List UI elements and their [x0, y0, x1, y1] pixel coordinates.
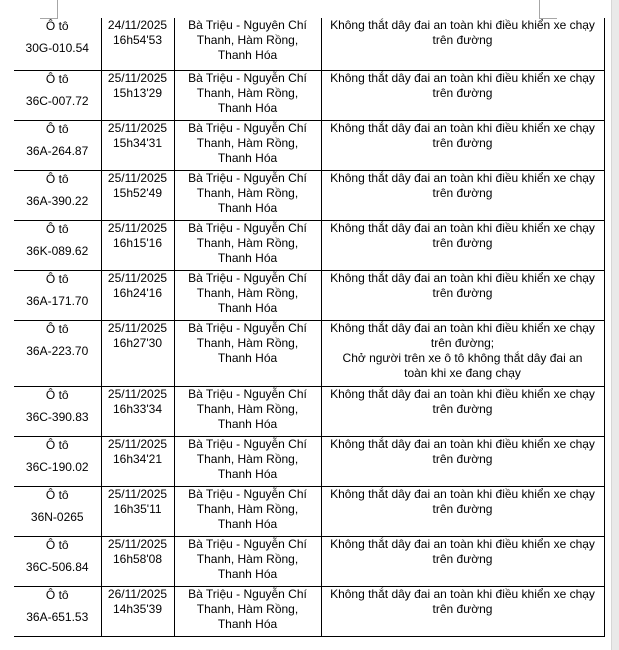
vehicle-type: Ô tô [45, 19, 69, 33]
location-line: Bà Triệu - Nguyễn Chí [188, 220, 307, 235]
vehicle-cell [14, 536, 101, 586]
violation-cell [321, 486, 604, 536]
violation-line: trên đường [432, 601, 493, 616]
location-line: Thanh, Hàm Rồng, [196, 451, 299, 466]
violation-time: 15h34'31 [112, 135, 162, 150]
vehicle-type: Ô tô [45, 271, 69, 286]
location-line: Bà Triệu - Nguyên Chí [188, 18, 307, 32]
violation-cell [321, 386, 604, 436]
vehicle-type: Ô tô [45, 487, 69, 502]
location-line: Bà Triệu - Nguyễn Chí [188, 70, 307, 85]
vehicle-type: Ô tô [45, 387, 69, 402]
table-row [14, 170, 604, 220]
datetime-cell [101, 70, 174, 120]
violation-cell [321, 270, 604, 320]
violation-date: 25/11/2025 [107, 386, 168, 401]
datetime-cell [101, 536, 174, 586]
datetime-cell [101, 170, 174, 220]
location-line: Thanh Hóa [217, 616, 278, 631]
table-row [14, 536, 604, 586]
location-line: Bà Triệu - Nguyễn Chí [188, 436, 307, 451]
violation-time: 16h54'53 [112, 33, 162, 47]
datetime-cell [101, 386, 174, 436]
datetime-cell [101, 18, 174, 70]
violation-line: Chở người trên xe ô tô không thắt dây đai an [342, 350, 583, 365]
vehicle-cell [14, 120, 101, 170]
violation-line: toàn khi xe đang chạy [404, 365, 521, 380]
vehicle-cell [14, 320, 101, 386]
location-line: Bà Triệu - Nguyễn Chí [188, 120, 307, 135]
violation-line: trên đường [432, 85, 493, 100]
violation-cell [321, 586, 604, 636]
violation-time: 16h27'30 [112, 335, 162, 350]
location-line: Thanh, Hàm Rồng, [196, 551, 299, 566]
vehicle-type: Ô tô [45, 437, 69, 452]
violation-time: 14h35'39 [112, 601, 162, 616]
datetime-cell [101, 436, 174, 486]
location-line: Bà Triệu - Nguyễn Chí [188, 320, 307, 335]
violation-line: Không thắt dây đai an toàn khi điều khiển xe chạy [330, 320, 595, 335]
location-cell [174, 320, 321, 386]
location-cell [174, 170, 321, 220]
violation-cell [321, 220, 604, 270]
violation-line: trên đường [432, 451, 493, 466]
violations-table-body [14, 18, 604, 636]
crop-mark-top-left-vertical [57, 0, 58, 18]
license-plate: 36A-223.70 [26, 343, 89, 358]
table-row [14, 270, 604, 320]
vehicle-cell [14, 70, 101, 120]
violation-line: Không thắt dây đai an toàn khi điều khiển xe chạy [330, 386, 595, 401]
scroll-gutter[interactable] [611, 0, 619, 650]
location-line: Thanh Hóa [217, 200, 278, 215]
violation-line: Không thắt dây đai an toàn khi điều khiển xe chạy [330, 70, 595, 85]
violation-date: 25/11/2025 [107, 120, 168, 135]
location-cell [174, 586, 321, 636]
violation-time: 16h15'16 [112, 235, 162, 250]
location-line: Bà Triệu - Nguyễn Chí [188, 586, 307, 601]
license-plate: 36A-264.87 [26, 143, 89, 158]
location-cell [174, 120, 321, 170]
violation-line: trên đường [432, 285, 493, 300]
location-cell [174, 70, 321, 120]
violation-cell [321, 536, 604, 586]
violation-date: 25/11/2025 [107, 320, 168, 335]
location-line: Bà Triệu - Nguyễn Chí [188, 386, 307, 401]
violation-line: Không thắt dây đai an toàn khi điều khiển xe chạy [330, 220, 595, 235]
vehicle-type: Ô tô [45, 537, 69, 552]
vehicle-cell [14, 170, 101, 220]
datetime-cell [101, 270, 174, 320]
violation-line: trên đường [432, 551, 493, 566]
datetime-cell [101, 486, 174, 536]
location-line: Bà Triệu - Nguyễn Chí [188, 486, 307, 501]
vehicle-cell [14, 436, 101, 486]
violation-line: Không thắt dây đai an toàn khi điều khiển xe chạy [330, 170, 595, 185]
license-plate: 36C-190.02 [25, 459, 89, 474]
location-line: Bà Triệu - Nguyễn Chí [188, 536, 307, 551]
violation-line: Không thắt dây đai an toàn khi điều khiển xe chạy [330, 586, 595, 601]
vehicle-type: Ô tô [45, 71, 69, 86]
location-line: Thanh, Hàm Rồng, [196, 601, 299, 616]
violation-cell [321, 18, 604, 70]
location-line: Bà Triệu - Nguyễn Chí [188, 270, 307, 285]
violation-time: 16h24'16 [112, 285, 162, 300]
violation-line: Không thắt dây đai an toàn khi điều khiển xe chạy [330, 120, 595, 135]
vehicle-cell [14, 586, 101, 636]
license-plate: 36A-651.53 [26, 609, 89, 624]
location-line: Thanh, Hàm Rồng, [196, 135, 299, 150]
violation-cell [321, 70, 604, 120]
violation-cell [321, 170, 604, 220]
location-line: Thanh, Hàm Rồng, [196, 335, 299, 350]
violation-line: Không thắt dây đai an toàn khi điều khiển xe chạy [330, 536, 595, 551]
table-row [14, 320, 604, 386]
violation-line: trên đường [432, 185, 493, 200]
violation-time: 16h33'34 [112, 401, 162, 416]
location-line: Thanh, Hàm Rồng, [196, 85, 299, 100]
table-row [14, 18, 604, 70]
vehicle-cell [14, 220, 101, 270]
location-line: Thanh Hóa [217, 466, 278, 481]
location-line: Thanh Hóa [217, 566, 278, 581]
violation-time: 16h35'11 [113, 501, 162, 516]
location-line: Thanh Hóa [217, 48, 278, 62]
violation-time: 15h52'49 [112, 185, 162, 200]
datetime-cell [101, 120, 174, 170]
location-line: Thanh Hóa [217, 100, 278, 115]
violation-line: trên đường [432, 33, 493, 47]
vehicle-cell [14, 486, 101, 536]
table-row [14, 70, 604, 120]
violation-date: 25/11/2025 [107, 270, 168, 285]
location-cell [174, 220, 321, 270]
datetime-cell [101, 320, 174, 386]
violation-line: trên đường [432, 501, 493, 516]
vehicle-type: Ô tô [45, 171, 69, 186]
location-line: Bà Triệu - Nguyễn Chí [188, 170, 307, 185]
location-line: Thanh, Hàm Rồng, [196, 501, 299, 516]
violation-line: Không thắt dây đai an toàn khi điều khiển xe chạy [330, 270, 595, 285]
violation-cell [321, 120, 604, 170]
table-row [14, 220, 604, 270]
vehicle-cell [14, 270, 101, 320]
license-plate: 30G-010.54 [25, 41, 89, 55]
violation-date: 25/11/2025 [107, 536, 168, 551]
violation-line: Không thắt dây đai an toàn khi điều khiển xe chạy [330, 436, 595, 451]
location-line: Thanh, Hàm Rồng, [196, 33, 299, 47]
violation-line: Không thắt dây đai an toàn khi điều khiển xe chạy [330, 486, 595, 501]
violation-cell [321, 436, 604, 486]
violations-table [14, 18, 605, 637]
vehicle-cell [14, 386, 101, 436]
location-line: Thanh Hóa [217, 416, 278, 431]
violation-date: 25/11/2025 [107, 220, 168, 235]
violation-date: 26/11/2025 [107, 586, 168, 601]
vehicle-cell [14, 18, 101, 70]
crop-mark-top-right-vertical [539, 0, 540, 18]
location-line: Thanh Hóa [217, 300, 278, 315]
location-line: Thanh Hóa [217, 150, 278, 165]
location-cell [174, 18, 321, 70]
location-cell [174, 270, 321, 320]
license-plate: 36C-506.84 [25, 559, 89, 574]
location-cell [174, 386, 321, 436]
location-line: Thanh Hóa [217, 350, 278, 365]
violation-line: trên đường [432, 401, 493, 416]
violation-date: 25/11/2025 [107, 486, 168, 501]
violation-date: 25/11/2025 [107, 436, 168, 451]
license-plate: 36A-390.22 [26, 193, 89, 208]
violation-time: 16h34'21 [112, 451, 162, 466]
violation-cell [321, 320, 604, 386]
violation-line: Không thắt dây đai an toàn khi điều khiển xe chạy [330, 18, 595, 32]
table-row [14, 586, 604, 636]
table-row [14, 436, 604, 486]
violation-date: 24/11/2025 [107, 18, 168, 32]
license-plate: 36C-007.72 [25, 93, 89, 108]
table-row [14, 386, 604, 436]
location-line: Thanh, Hàm Rồng, [196, 401, 299, 416]
location-line: Thanh Hóa [217, 516, 278, 531]
vehicle-type: Ô tô [45, 221, 69, 236]
violation-line: trên đường [432, 135, 493, 150]
violation-date: 25/11/2025 [107, 170, 168, 185]
datetime-cell [101, 220, 174, 270]
table-row [14, 120, 604, 170]
location-line: Thanh, Hàm Rồng, [196, 235, 299, 250]
license-plate: 36C-390.83 [25, 409, 89, 424]
vehicle-type: Ô tô [45, 121, 69, 136]
location-line: Thanh, Hàm Rồng, [196, 285, 299, 300]
vehicle-type: Ô tô [45, 587, 69, 602]
license-plate: 36K-089.62 [26, 243, 89, 258]
location-cell [174, 436, 321, 486]
location-line: Thanh Hóa [217, 250, 278, 265]
table-row [14, 486, 604, 536]
violation-line: trên đường; [430, 335, 495, 350]
vehicle-type: Ô tô [45, 321, 69, 336]
location-line: Thanh, Hàm Rồng, [196, 185, 299, 200]
datetime-cell [101, 586, 174, 636]
license-plate: 36A-171.70 [26, 293, 89, 308]
location-cell [174, 486, 321, 536]
violation-line: trên đường [432, 235, 493, 250]
violation-date: 25/11/2025 [107, 70, 168, 85]
violation-time: 16h58'08 [112, 551, 162, 566]
violation-time: 15h13'29 [112, 85, 162, 100]
location-cell [174, 536, 321, 586]
license-plate: 36N-0265 [30, 509, 84, 524]
